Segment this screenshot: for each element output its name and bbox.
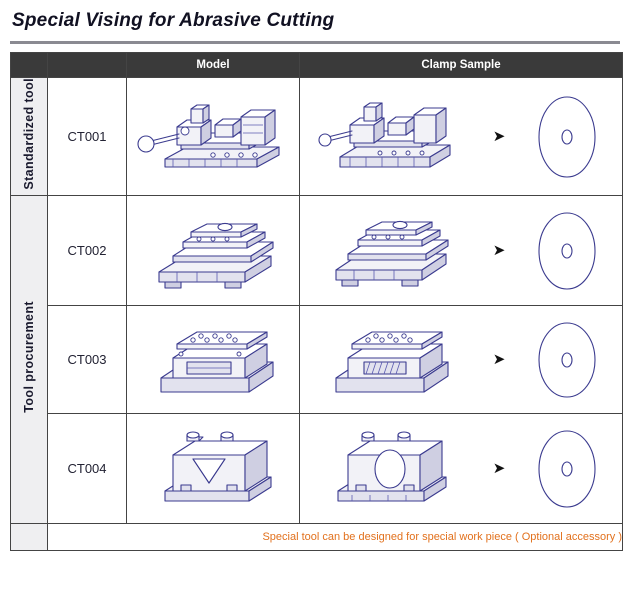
- model-drawing-ct001-cell: [127, 78, 300, 196]
- arrow-icon: ➤: [492, 128, 506, 145]
- header-category-blank: [11, 53, 48, 78]
- sample-row: [300, 314, 622, 406]
- arrow-icon: ➤: [492, 351, 506, 368]
- vise-drawing-ct003: [129, 314, 297, 406]
- disc-specimen: [530, 87, 604, 187]
- category-label: Standardized tool: [21, 78, 36, 190]
- table-row: [11, 306, 623, 414]
- table-row: [11, 78, 623, 196]
- model-code-ct001: CT001: [48, 78, 127, 196]
- category-label: Tool procurement: [21, 301, 36, 413]
- clamp-sample-ct003: [318, 314, 468, 406]
- vise-drawing-ct004: [129, 421, 297, 517]
- disc-specimen: [530, 204, 604, 298]
- title-divider: [10, 41, 620, 44]
- clamp-sample-ct001: [318, 87, 468, 187]
- model-code-ct002: CT002: [48, 196, 127, 306]
- sample-row: [300, 87, 622, 187]
- disc-specimen: [530, 314, 604, 406]
- arrow-icon: ➤: [492, 242, 506, 259]
- footnote-side-blank: [11, 524, 48, 551]
- category-standardized-tool: [11, 78, 48, 196]
- table-header-row: [11, 53, 623, 78]
- table-header: [11, 53, 623, 78]
- clamp-sample-ct004-cell: [300, 414, 623, 524]
- clamp-sample-ct002-cell: [300, 196, 623, 306]
- page-title: Special Vising for Abrasive Cutting: [12, 10, 335, 31]
- footnote-text: Special tool can be designed for special work piece ( Optional accessory ): [48, 524, 623, 551]
- disc-specimen: [530, 421, 604, 517]
- table-body: [11, 78, 623, 551]
- model-code-ct004: CT004: [48, 414, 127, 524]
- title-block: [10, 8, 620, 38]
- model-code-ct003: CT003: [48, 306, 127, 414]
- table-row: [11, 414, 623, 524]
- clamp-sample-ct002: [318, 204, 468, 298]
- header-model: Model: [127, 53, 300, 78]
- vise-drawing-ct002: [129, 204, 297, 298]
- table-row: [11, 196, 623, 306]
- model-drawing-ct004-cell: [127, 414, 300, 524]
- sample-row: [300, 421, 622, 517]
- model-drawing-ct002-cell: [127, 196, 300, 306]
- clamp-sample-ct001-cell: [300, 78, 623, 196]
- clamp-sample-ct003-cell: [300, 306, 623, 414]
- model-drawing-ct003-cell: [127, 306, 300, 414]
- sample-row: [300, 204, 622, 298]
- header-model-blank: [48, 53, 127, 78]
- arrow-icon: ➤: [492, 460, 506, 477]
- clamp-sample-ct004: [318, 421, 468, 517]
- vise-drawing-ct001: [129, 87, 297, 187]
- header-clamp-sample: Clamp Sample: [300, 53, 623, 78]
- footnote-row: [11, 524, 623, 551]
- category-tool-procurement: [11, 196, 48, 524]
- vising-table: [10, 52, 623, 551]
